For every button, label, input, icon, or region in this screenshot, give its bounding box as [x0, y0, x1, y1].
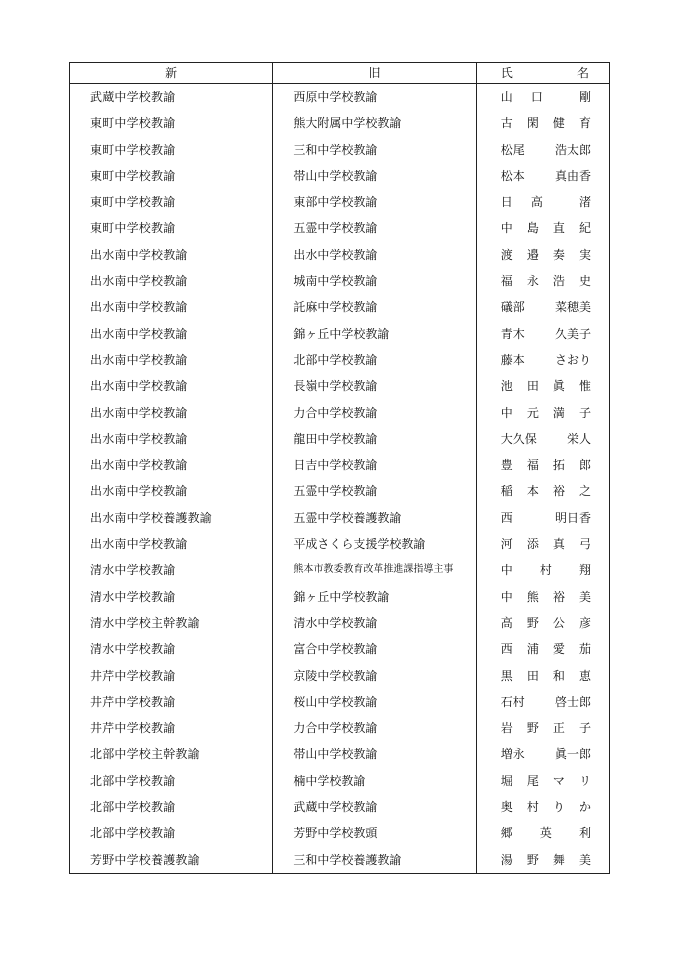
name-cell	[476, 636, 609, 662]
name-part: 眞	[552, 379, 565, 394]
name-part: 奏	[552, 247, 565, 262]
table-row	[70, 373, 610, 399]
old-position-cell: 富合中学校教諭	[273, 636, 476, 662]
name-part: 元	[526, 405, 539, 420]
new-position-cell: 芳野中学校養護教諭	[70, 847, 273, 874]
name-cell	[476, 768, 609, 794]
new-position-cell: 出水南中学校教諭	[70, 531, 273, 557]
table-row	[70, 768, 610, 794]
old-position-cell: 京陵中学校教諭	[273, 663, 476, 689]
name-part: 礒部	[500, 300, 525, 315]
header-new: 新	[70, 63, 273, 84]
name-cell	[476, 663, 609, 689]
new-position-cell: 清水中学校教諭	[70, 557, 273, 583]
old-position-cell: 帯山中学校教諭	[273, 163, 476, 189]
name-part: 茄	[578, 642, 591, 657]
table-row	[70, 820, 610, 846]
name-part: 永	[526, 274, 539, 289]
name-part: 育	[578, 116, 591, 131]
table-row	[70, 189, 610, 215]
name-cell	[476, 794, 609, 820]
name-part: 田	[526, 379, 539, 394]
name-part: 大久保	[500, 431, 537, 446]
old-position-cell: 長嶺中学校教諭	[273, 373, 476, 399]
name-part: 中	[500, 563, 513, 578]
table-row	[70, 610, 610, 636]
name-part: 豊	[500, 458, 513, 473]
header-name-1: 氏	[500, 66, 513, 80]
old-position-cell: 五霊中学校養護教諭	[273, 505, 476, 531]
old-position-cell: 平成さくら支援学校教諭	[273, 531, 476, 557]
table-header-row	[70, 63, 610, 84]
new-position-cell: 井芹中学校教諭	[70, 663, 273, 689]
name-part: 公	[552, 615, 565, 630]
new-position-cell: 出水南中学校教諭	[70, 400, 273, 426]
old-position-cell: 芳野中学校教頭	[273, 820, 476, 846]
name-cell	[476, 137, 609, 163]
name-part: 眞一郎	[554, 747, 591, 762]
name-part: 之	[578, 484, 591, 499]
name-part: 浦	[526, 642, 539, 657]
name-part: り	[552, 800, 565, 815]
name-part: 郷	[500, 826, 513, 841]
table-row	[70, 689, 610, 715]
name-part: 藤本	[500, 352, 525, 367]
name-part: 野	[526, 615, 539, 630]
table-row	[70, 741, 610, 767]
name-part: 和	[552, 668, 565, 683]
table-row	[70, 426, 610, 452]
old-position-cell: 託麻中学校教諭	[273, 294, 476, 320]
new-position-cell: 北部中学校教諭	[70, 794, 273, 820]
name-cell	[476, 847, 609, 874]
table-row	[70, 347, 610, 373]
name-cell	[476, 584, 609, 610]
header-old: 旧	[273, 63, 476, 84]
name-part: 河	[500, 537, 513, 552]
name-part: 中	[500, 405, 513, 420]
name-part: 真	[552, 537, 565, 552]
name-part: 久美子	[554, 326, 591, 341]
old-position-cell: 帯山中学校教諭	[273, 741, 476, 767]
name-part: 添	[526, 537, 539, 552]
new-position-cell: 北部中学校教諭	[70, 768, 273, 794]
table-row	[70, 84, 610, 111]
name-part: 村	[526, 800, 539, 815]
name-cell	[476, 452, 609, 478]
name-cell	[476, 373, 609, 399]
name-part: 啓士郎	[554, 694, 591, 709]
old-position-cell: 三和中学校養護教諭	[273, 847, 476, 874]
name-part: 高	[500, 615, 513, 630]
old-position-cell: 武蔵中学校教諭	[273, 794, 476, 820]
name-cell	[476, 189, 609, 215]
name-part: 村	[539, 563, 552, 578]
new-position-cell: 東町中学校教諭	[70, 189, 273, 215]
name-part: 松尾	[500, 142, 525, 157]
new-position-cell: 東町中学校教諭	[70, 137, 273, 163]
new-position-cell: 東町中学校教諭	[70, 215, 273, 241]
name-part: 池	[500, 379, 513, 394]
table-row	[70, 242, 610, 268]
name-part: 増永	[500, 747, 525, 762]
name-part: 剛	[578, 90, 591, 104]
name-part: 真由香	[554, 168, 591, 183]
new-position-cell: 武蔵中学校教諭	[70, 84, 273, 111]
table-row	[70, 715, 610, 741]
name-cell	[476, 478, 609, 504]
old-position-cell: 城南中学校教諭	[273, 268, 476, 294]
table-row	[70, 215, 610, 241]
name-part: 直	[552, 221, 565, 236]
old-position-cell: 出水中学校教諭	[273, 242, 476, 268]
name-cell	[476, 820, 609, 846]
name-cell	[476, 215, 609, 241]
name-part: 田	[526, 668, 539, 683]
name-part: 栄人	[566, 431, 591, 446]
old-position-cell: 錦ヶ丘中学校教諭	[273, 321, 476, 347]
name-cell	[476, 294, 609, 320]
name-part: 恵	[578, 668, 591, 683]
name-part: 野	[526, 721, 539, 736]
table-row	[70, 110, 610, 136]
table-row	[70, 478, 610, 504]
name-part: 子	[578, 405, 591, 420]
name-part: 熊	[526, 589, 539, 604]
name-part: 中	[500, 221, 513, 236]
name-part: 満	[552, 405, 565, 420]
name-part: 舞	[552, 852, 565, 867]
new-position-cell: 井芹中学校教諭	[70, 689, 273, 715]
new-position-cell: 北部中学校主幹教諭	[70, 741, 273, 767]
old-position-cell: 熊本市教委教育改革推進課指導主事	[273, 557, 476, 583]
name-part: 湯	[500, 852, 513, 867]
name-cell	[476, 426, 609, 452]
name-part: 堀	[500, 773, 513, 788]
name-part: 渚	[578, 195, 591, 210]
name-part: 浩	[552, 274, 565, 289]
name-part: 利	[578, 826, 591, 841]
name-cell	[476, 531, 609, 557]
table-row	[70, 847, 610, 874]
table-row	[70, 531, 610, 557]
old-position-cell: 力合中学校教諭	[273, 400, 476, 426]
name-part: 閑	[526, 116, 539, 131]
name-cell	[476, 321, 609, 347]
name-part: 稲	[500, 484, 513, 499]
name-part: 山	[500, 90, 513, 104]
new-position-cell: 出水南中学校教諭	[70, 426, 273, 452]
table-row	[70, 794, 610, 820]
name-cell	[476, 689, 609, 715]
name-part: 野	[526, 852, 539, 867]
name-cell	[476, 110, 609, 136]
table-row	[70, 400, 610, 426]
new-position-cell: 清水中学校教諭	[70, 636, 273, 662]
name-part: さおり	[554, 352, 591, 367]
old-position-cell: 清水中学校教諭	[273, 610, 476, 636]
old-position-cell: 力合中学校教諭	[273, 715, 476, 741]
name-part: 黒	[500, 668, 513, 683]
name-part: 裕	[552, 484, 565, 499]
name-part: 西	[500, 642, 513, 657]
new-position-cell: 出水南中学校教諭	[70, 321, 273, 347]
table-row	[70, 137, 610, 163]
new-position-cell: 出水南中学校教諭	[70, 478, 273, 504]
name-part: 渡	[500, 247, 513, 262]
name-part: 奥	[500, 800, 513, 815]
new-position-cell: 出水南中学校教諭	[70, 242, 273, 268]
header-name-2: 名	[576, 66, 589, 80]
personnel-table	[69, 62, 610, 874]
table-row	[70, 294, 610, 320]
new-position-cell: 出水南中学校教諭	[70, 294, 273, 320]
name-part: 紀	[578, 221, 591, 236]
name-cell	[476, 715, 609, 741]
name-part: 福	[500, 274, 513, 289]
old-position-cell: 五霊中学校教諭	[273, 215, 476, 241]
old-position-cell: 西原中学校教諭	[273, 84, 476, 111]
new-position-cell: 清水中学校主幹教諭	[70, 610, 273, 636]
name-part: 本	[526, 484, 539, 499]
old-position-cell: 東部中学校教諭	[273, 189, 476, 215]
table-row	[70, 452, 610, 478]
name-cell	[476, 347, 609, 373]
name-part: 実	[578, 247, 591, 262]
name-part: 島	[526, 221, 539, 236]
old-position-cell: 三和中学校教諭	[273, 137, 476, 163]
table-row	[70, 636, 610, 662]
new-position-cell: 出水南中学校教諭	[70, 373, 273, 399]
name-part: 福	[526, 458, 539, 473]
table-row	[70, 663, 610, 689]
name-part: 美	[578, 852, 591, 867]
old-position-cell: 熊大附属中学校教諭	[273, 110, 476, 136]
name-part: 惟	[578, 379, 591, 394]
old-position-cell: 北部中学校教諭	[273, 347, 476, 373]
new-position-cell: 出水南中学校教諭	[70, 268, 273, 294]
name-part: リ	[578, 773, 591, 788]
name-part: 美	[578, 589, 591, 604]
header-name	[476, 63, 609, 84]
old-position-cell: 桜山中学校教諭	[273, 689, 476, 715]
name-part: 西	[500, 510, 513, 525]
name-part: 中	[500, 589, 513, 604]
name-part: か	[578, 800, 591, 815]
name-part: 尾	[526, 773, 539, 788]
name-cell	[476, 84, 609, 111]
name-part: 翔	[578, 563, 591, 578]
name-part: マ	[552, 773, 565, 788]
old-position-cell: 龍田中学校教諭	[273, 426, 476, 452]
table-row	[70, 163, 610, 189]
name-part: 口	[530, 90, 543, 104]
table-body	[70, 84, 610, 874]
table-row	[70, 584, 610, 610]
new-position-cell: 東町中学校教諭	[70, 163, 273, 189]
old-position-cell: 五霊中学校教諭	[273, 478, 476, 504]
name-part: 日	[500, 195, 513, 210]
name-cell	[476, 242, 609, 268]
name-part: 史	[578, 274, 591, 289]
name-part: 愛	[552, 642, 565, 657]
old-position-cell: 日吉中学校教諭	[273, 452, 476, 478]
name-cell	[476, 505, 609, 531]
name-part: 郎	[578, 458, 591, 473]
name-part: 明日香	[554, 510, 591, 525]
name-part: 彦	[578, 615, 591, 630]
name-part: 青木	[500, 326, 525, 341]
name-part: 邉	[526, 247, 539, 262]
name-part: 子	[578, 721, 591, 736]
old-position-cell: 錦ヶ丘中学校教諭	[273, 584, 476, 610]
new-position-cell: 北部中学校教諭	[70, 820, 273, 846]
new-position-cell: 東町中学校教諭	[70, 110, 273, 136]
old-position-cell: 楠中学校教諭	[273, 768, 476, 794]
table-row	[70, 321, 610, 347]
name-part: 菜穂美	[554, 300, 591, 315]
new-position-cell: 出水南中学校教諭	[70, 452, 273, 478]
name-part: 松本	[500, 168, 525, 183]
table-row	[70, 557, 610, 583]
name-part: 浩太郎	[554, 142, 591, 157]
name-part: 高	[530, 195, 543, 210]
table-row	[70, 505, 610, 531]
name-cell	[476, 268, 609, 294]
name-part: 正	[552, 721, 565, 736]
new-position-cell: 井芹中学校教諭	[70, 715, 273, 741]
table-row	[70, 268, 610, 294]
name-part: 石村	[500, 694, 525, 709]
name-part: 裕	[552, 589, 565, 604]
name-part: 古	[500, 116, 513, 131]
new-position-cell: 出水南中学校養護教諭	[70, 505, 273, 531]
name-part: 弓	[578, 537, 591, 552]
name-cell	[476, 400, 609, 426]
name-part: 拓	[552, 458, 565, 473]
name-cell	[476, 610, 609, 636]
name-part: 健	[552, 116, 565, 131]
name-part: 岩	[500, 721, 513, 736]
new-position-cell: 清水中学校教諭	[70, 584, 273, 610]
name-cell	[476, 557, 609, 583]
name-part: 英	[539, 826, 552, 841]
new-position-cell: 出水南中学校教諭	[70, 347, 273, 373]
name-cell	[476, 163, 609, 189]
name-cell	[476, 741, 609, 767]
